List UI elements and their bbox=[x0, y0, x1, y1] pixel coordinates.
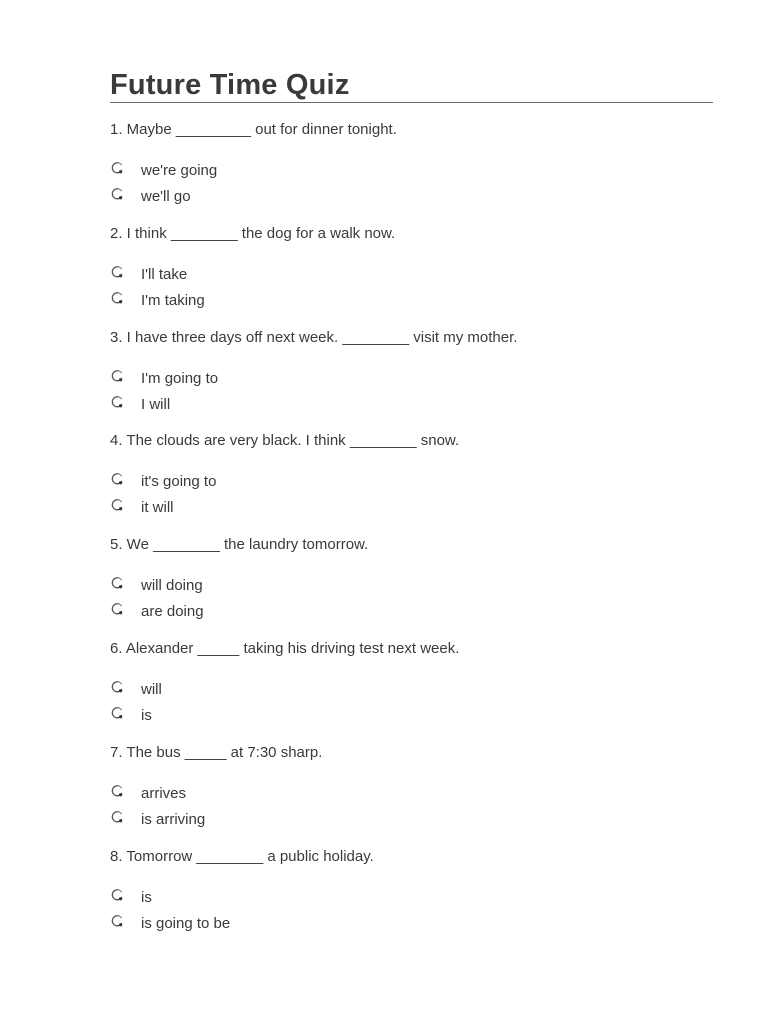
question-5 bbox=[110, 518, 713, 622]
question-2 bbox=[110, 207, 713, 311]
option-label: will doing bbox=[141, 577, 203, 595]
option-label: I'll take bbox=[141, 265, 188, 283]
radio-button-icon[interactable] bbox=[110, 810, 124, 824]
question-1 bbox=[110, 103, 713, 207]
question-text: 2. I think ________ the dog for a walk now. bbox=[110, 224, 396, 242]
option-6a[interactable] bbox=[110, 680, 162, 700]
option-4a[interactable] bbox=[110, 472, 216, 492]
question-text: 3. I have three days off next week. ________ visit my mother. bbox=[110, 328, 518, 346]
option-label: is bbox=[141, 888, 152, 906]
option-label: is going to be bbox=[141, 914, 231, 932]
option-label: I'm going to bbox=[141, 369, 219, 387]
option-label: we're going bbox=[141, 162, 218, 179]
option-5a[interactable] bbox=[110, 576, 203, 596]
radio-button-icon[interactable] bbox=[110, 914, 124, 928]
option-4b[interactable] bbox=[110, 498, 174, 518]
option-2a[interactable] bbox=[110, 265, 187, 285]
question-4 bbox=[110, 414, 713, 518]
option-label: it's going to bbox=[141, 473, 217, 491]
question-text: 8. Tomorrow ________ a public holiday. bbox=[110, 847, 374, 865]
question-text: 4. The clouds are very black. I think ________ snow. bbox=[110, 432, 460, 450]
option-6b[interactable] bbox=[110, 706, 152, 726]
option-label: I'm taking bbox=[141, 291, 205, 309]
option-7a[interactable] bbox=[110, 784, 186, 804]
question-text: 6. Alexander _____ taking his driving test next week. bbox=[110, 639, 460, 657]
question-text: 5. We ________ the laundry tomorrow. bbox=[110, 536, 369, 554]
radio-button-icon[interactable] bbox=[110, 265, 124, 279]
radio-button-icon[interactable] bbox=[110, 395, 124, 409]
radio-button-icon[interactable] bbox=[110, 291, 124, 305]
option-1a[interactable] bbox=[110, 161, 217, 181]
radio-button-icon[interactable] bbox=[110, 498, 124, 512]
radio-button-icon[interactable] bbox=[110, 369, 124, 383]
radio-button-icon[interactable] bbox=[110, 706, 124, 720]
radio-button-icon[interactable] bbox=[110, 472, 124, 486]
question-8 bbox=[110, 830, 713, 934]
option-8a[interactable] bbox=[110, 888, 152, 908]
radio-button-icon[interactable] bbox=[110, 888, 124, 902]
radio-button-icon[interactable] bbox=[110, 602, 124, 616]
option-label: is arriving bbox=[141, 810, 206, 828]
option-label: we'll go bbox=[141, 188, 191, 205]
radio-button-icon[interactable] bbox=[110, 576, 124, 590]
question-3 bbox=[110, 311, 713, 415]
option-7b[interactable] bbox=[110, 810, 205, 830]
page-title: Future Time Quiz bbox=[110, 66, 713, 103]
question-text: 1. Maybe _________ out for dinner tonight. bbox=[110, 121, 397, 138]
option-label: will bbox=[141, 680, 162, 698]
option-2b[interactable] bbox=[110, 291, 205, 311]
radio-button-icon[interactable] bbox=[110, 680, 124, 694]
option-label: I will bbox=[141, 395, 171, 413]
radio-button-icon[interactable] bbox=[110, 161, 124, 175]
option-label: is bbox=[141, 706, 152, 724]
option-label: arrives bbox=[141, 784, 187, 802]
option-3b[interactable] bbox=[110, 395, 170, 415]
radio-button-icon[interactable] bbox=[110, 784, 124, 798]
option-5b[interactable] bbox=[110, 602, 204, 622]
question-6 bbox=[110, 622, 713, 726]
option-1b[interactable] bbox=[110, 187, 191, 207]
option-3a[interactable] bbox=[110, 369, 218, 389]
quiz-page bbox=[110, 66, 713, 933]
option-label: are doing bbox=[141, 603, 204, 621]
question-text: 7. The bus _____ at 7:30 sharp. bbox=[110, 743, 323, 761]
option-8b[interactable] bbox=[110, 914, 230, 934]
radio-button-icon[interactable] bbox=[110, 187, 124, 201]
question-7 bbox=[110, 726, 713, 830]
option-label: it will bbox=[141, 499, 174, 517]
